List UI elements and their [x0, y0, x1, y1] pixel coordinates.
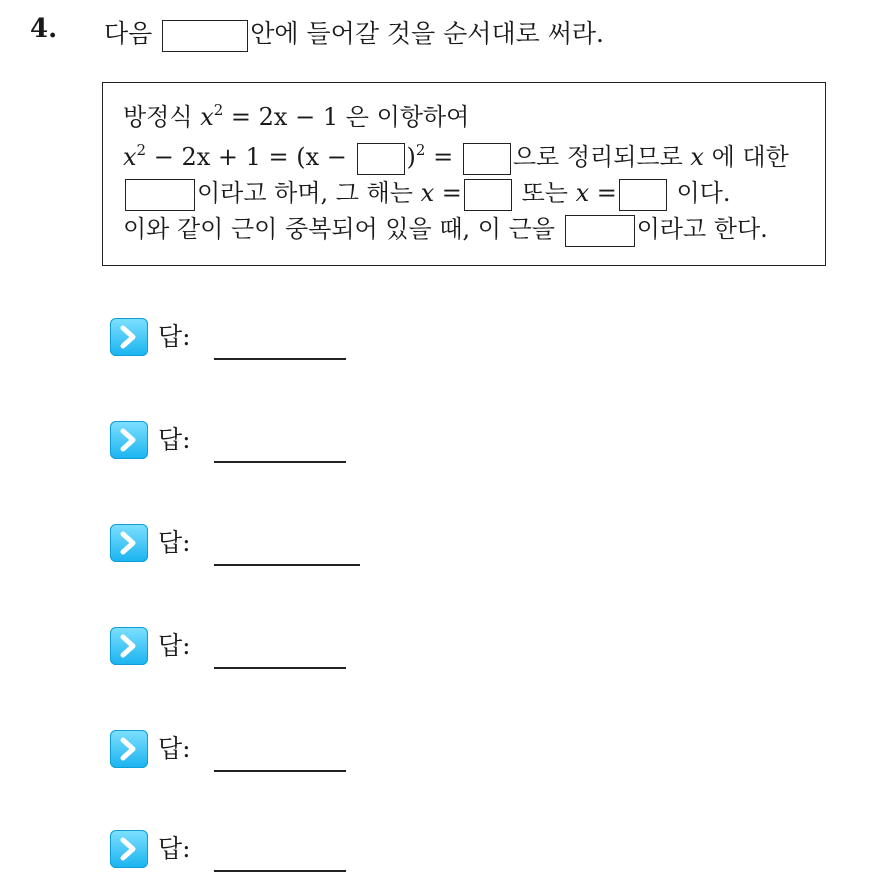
line2-end: 에 대한 [711, 143, 789, 171]
line3-text: 이라고 하며, 그 해는 [197, 179, 413, 207]
chevron-right-icon [110, 830, 148, 868]
question-number: 4. [30, 14, 58, 44]
line1-suffix: 은 이항하여 [345, 103, 470, 131]
answer-label: 답: [158, 528, 191, 557]
line4-text: 이와 같이 근이 중복되어 있을 때, 이 근을 [123, 215, 555, 243]
blank-box [357, 143, 405, 175]
math-x: x [123, 143, 137, 171]
box-line-2 [123, 139, 789, 175]
math-sup: 2 [415, 141, 426, 159]
stem-blank-box [162, 20, 248, 52]
answer-row [110, 730, 410, 780]
math-x: x [690, 143, 704, 171]
math-x-equals: x = [420, 179, 462, 207]
question-stem [104, 14, 604, 54]
problem-box [102, 82, 826, 266]
stem-text-after: 안에 들어갈 것을 순서대로 써라. [250, 19, 604, 48]
chevron-right-icon [110, 318, 148, 356]
math-expression: = 2x − 1 [223, 103, 339, 131]
answer-row [110, 421, 410, 471]
math-equals: = [433, 143, 454, 171]
math-sup: 2 [213, 101, 224, 119]
math-x-equals: x = [575, 179, 617, 207]
chevron-right-icon [110, 627, 148, 665]
line3-end: 이다. [676, 179, 731, 207]
answer-row [110, 524, 410, 574]
math-sup: 2 [136, 141, 147, 159]
chevron-right-icon [110, 730, 148, 768]
box-line-4 [123, 211, 768, 247]
answer-row [110, 318, 410, 368]
line3-text: 또는 [521, 179, 568, 207]
answer-label: 답: [158, 631, 191, 660]
answer-label: 답: [158, 834, 191, 863]
stem-text-before: 다음 [104, 19, 153, 48]
blank-box [565, 215, 635, 247]
blank-box [464, 179, 512, 211]
blank-box [463, 143, 511, 175]
box-line-3 [123, 175, 731, 211]
answer-input-line[interactable] [214, 870, 346, 872]
chevron-right-icon [110, 421, 148, 459]
answer-input-line[interactable] [214, 667, 346, 669]
answer-label: 답: [158, 425, 191, 454]
line1-prefix: 방정식 [123, 103, 193, 131]
answer-label: 답: [158, 322, 191, 351]
math-paren: ) [406, 143, 416, 171]
math-expression: − 2x + 1 = (x − [146, 143, 347, 171]
answer-input-line[interactable] [214, 770, 346, 772]
answer-input-line[interactable] [214, 564, 360, 566]
math-x: x [200, 103, 214, 131]
chevron-right-icon [110, 524, 148, 562]
line4-end: 이라고 한다. [636, 215, 768, 243]
box-line-1 [123, 99, 469, 135]
answer-input-line[interactable] [214, 358, 346, 360]
answer-input-line[interactable] [214, 461, 346, 463]
blank-box [619, 179, 667, 211]
line2-text: 으로 정리되므로 [512, 143, 683, 171]
answer-label: 답: [158, 734, 191, 763]
answer-row [110, 830, 410, 880]
answer-row [110, 627, 410, 677]
blank-box [125, 179, 195, 211]
